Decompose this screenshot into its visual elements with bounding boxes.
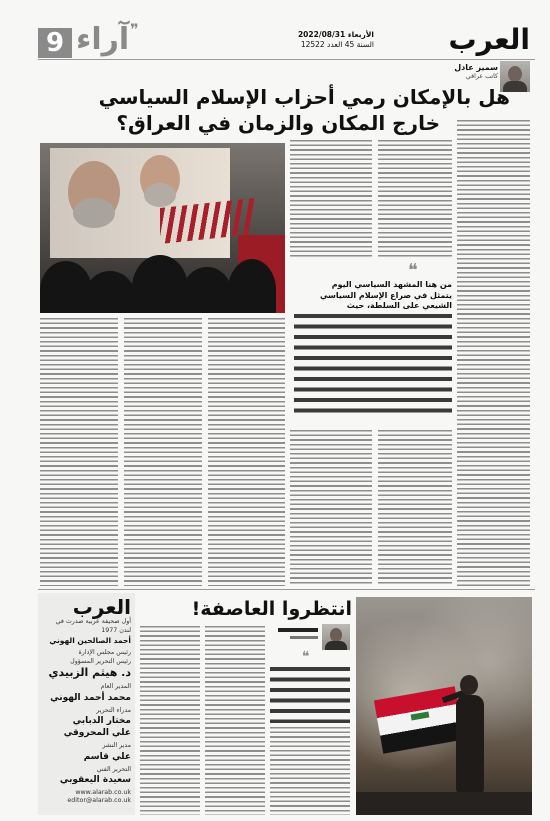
masthead-content bbox=[42, 596, 131, 805]
editor-in-chief-label: رئيس التحرير المسؤول bbox=[70, 657, 131, 665]
article-body-column bbox=[290, 140, 372, 258]
author-photo-head bbox=[508, 66, 522, 82]
quote-icon: ❝ bbox=[302, 649, 310, 665]
art-director-name: سعيدة اليعقوبي bbox=[59, 775, 131, 785]
section-divider bbox=[38, 589, 535, 590]
protester-head bbox=[460, 675, 478, 695]
managing-editor-name: علي المحروقي bbox=[63, 728, 131, 738]
publishing-name: علي قاسم bbox=[83, 751, 131, 762]
photo-figure bbox=[85, 271, 135, 313]
author-photo bbox=[322, 624, 350, 650]
section-title: آراء bbox=[76, 22, 130, 57]
photo-ground bbox=[356, 792, 532, 815]
protest-photo bbox=[356, 597, 532, 815]
article-body-column bbox=[208, 318, 285, 586]
issue-info bbox=[296, 30, 374, 50]
protester-body bbox=[456, 695, 484, 793]
issue-number: السنة 45 العدد 12522 bbox=[300, 40, 374, 49]
email-link[interactable]: editor@alarab.co.uk bbox=[67, 797, 131, 804]
publishing-label: مدير النشر bbox=[102, 742, 131, 749]
author-byline bbox=[438, 63, 498, 81]
pull-quote-line: يتمثل في صراع الإسلام السياسي bbox=[319, 290, 452, 300]
issue-date: الأربعاء 2022/08/31 bbox=[297, 30, 374, 39]
quote-icon: ❞ bbox=[130, 20, 139, 39]
managing-editor-name: مختار الدبابي bbox=[72, 716, 131, 726]
pull-quote bbox=[270, 649, 350, 723]
news-photo bbox=[40, 143, 285, 313]
article-body-column bbox=[40, 318, 118, 586]
main-headline-line-2: خارج المكان والزمان في العراق؟ bbox=[116, 111, 440, 135]
author-byline bbox=[270, 628, 318, 639]
pull-quote bbox=[290, 262, 452, 425]
article-body-column bbox=[140, 626, 200, 815]
author-photo-body bbox=[325, 641, 347, 650]
author-role-lines bbox=[290, 636, 318, 639]
article-body-column bbox=[270, 727, 350, 815]
article-body-column bbox=[290, 430, 372, 586]
pull-quote-line: من هنا المشهد السياسي اليوم bbox=[331, 280, 452, 289]
photo-figure bbox=[182, 267, 232, 313]
second-headline: انتظروا العاصفة! bbox=[191, 598, 352, 620]
masthead-tagline: أول صحيفة عربية صدرت في لندن 1977 bbox=[55, 618, 131, 634]
masthead-founder: أحمد الصالحين الهوني bbox=[49, 636, 131, 645]
chairman-label: رئيس مجلس الإدارة bbox=[78, 649, 131, 656]
editor-in-chief-name: د. هيثم الزبيدي bbox=[48, 666, 131, 679]
author-role: كاتب عراقي bbox=[465, 73, 498, 80]
pull-quote-continued bbox=[294, 314, 452, 419]
article-body-column bbox=[378, 140, 452, 258]
photo-portrait-beard bbox=[144, 183, 176, 207]
website-link[interactable]: www.alarab.co.uk bbox=[75, 789, 131, 796]
pull-quote-line: الشيعي على السلطة، حيث bbox=[346, 301, 452, 310]
article-body-column bbox=[205, 626, 265, 815]
pull-quote-text bbox=[290, 280, 452, 312]
quote-icon: ❝ bbox=[408, 260, 418, 281]
newspaper-logo: العرب bbox=[448, 23, 530, 56]
masthead-box bbox=[38, 593, 135, 815]
general-manager-name: محمد أحمد الهوني bbox=[50, 692, 131, 703]
author-name-lines bbox=[278, 628, 318, 632]
masthead-logo: العرب bbox=[72, 595, 131, 619]
pull-quote-text-lines bbox=[270, 667, 350, 723]
page-number: 9 bbox=[38, 28, 72, 58]
main-headline-line-1: هل بالإمكان رمي أحزاب الإسلام السياسي bbox=[98, 85, 510, 109]
general-manager-label: المدير العام bbox=[100, 683, 131, 690]
article-body-column bbox=[378, 430, 452, 586]
photo-figure bbox=[228, 259, 276, 313]
photo-figure bbox=[132, 255, 188, 313]
author-photo-head bbox=[330, 628, 342, 642]
header-rule bbox=[38, 59, 535, 60]
article-body-column bbox=[457, 120, 530, 586]
photo-portrait-beard bbox=[73, 198, 115, 228]
managing-editors-label: مدراء التحرير bbox=[96, 706, 131, 714]
art-label: التحرير الفني bbox=[96, 765, 131, 773]
author-name: سمير عادل bbox=[454, 63, 498, 72]
article-body-column bbox=[124, 318, 202, 586]
